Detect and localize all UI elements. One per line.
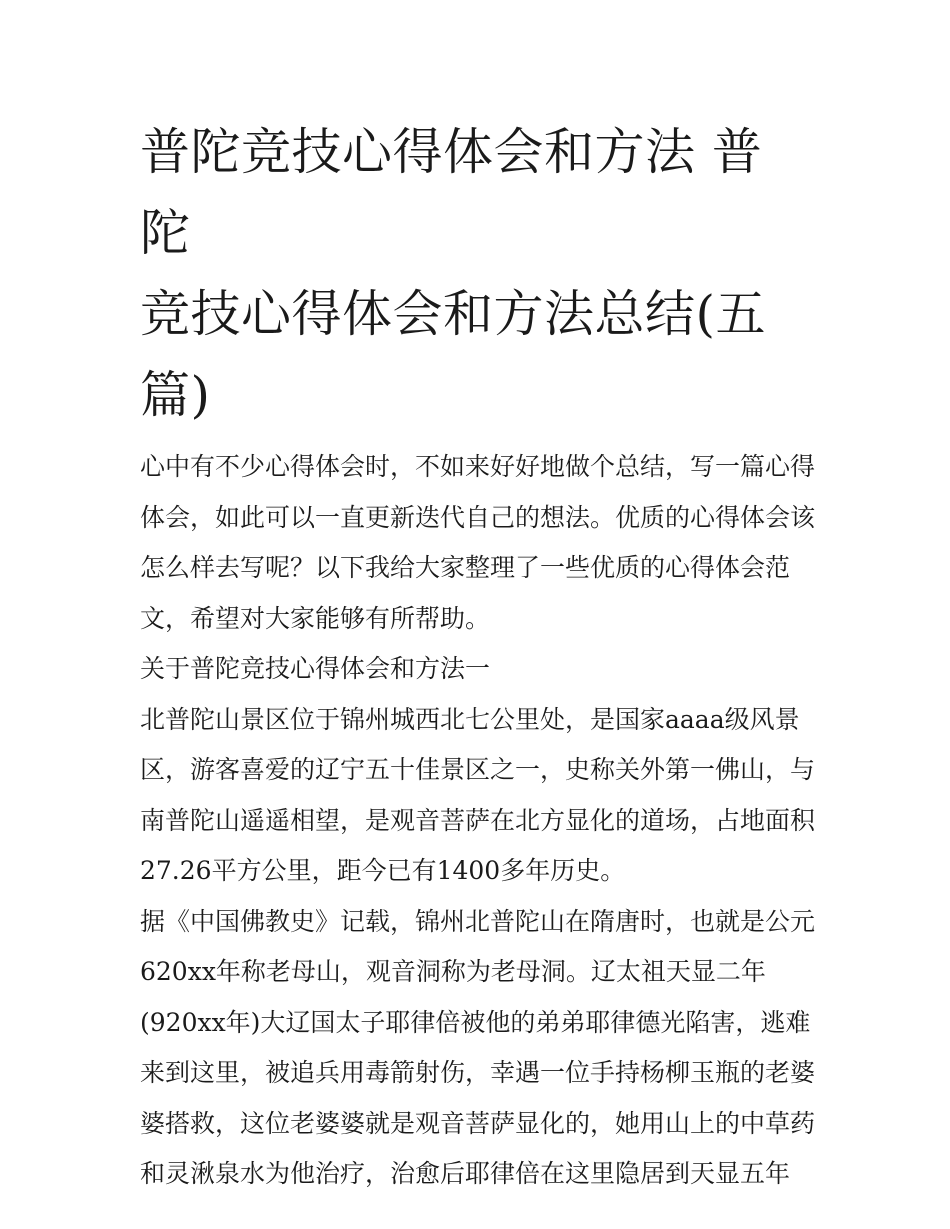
title-line: 普陀竞技心得体会和方法 普陀 xyxy=(140,123,763,262)
text-line: 620xx年称老母山，观音洞称为老母洞。辽太祖天显二年 xyxy=(140,957,766,986)
text-line: 27.26平方公里，距今已有1400多年历史。 xyxy=(140,856,626,885)
text-line: 婆搭救，这位老婆婆就是观音菩萨显化的，她用山上的中草药 xyxy=(140,1108,816,1138)
text-line: 关于普陀竞技心得体会和方法一 xyxy=(140,654,491,683)
text-line: 怎么样去写呢？以下我给大家整理了一些优质的心得体会范 xyxy=(140,553,791,582)
text-line: 体会，如此可以一直更新迭代自己的想法。优质的心得体会该 xyxy=(140,502,816,532)
document-body xyxy=(140,112,816,1200)
body-paragraph-1 xyxy=(140,695,816,897)
section-heading xyxy=(140,644,812,695)
text-line: 和灵湫泉水为他治疗，治愈后耶律倍在这里隐居到天显五年 xyxy=(140,1159,791,1188)
title-line: 竞技心得体会和方法总结(五 xyxy=(140,285,767,343)
text-line: 心中有不少心得体会时，不如来好好地做个总结，写一篇心得 xyxy=(140,452,816,481)
text-line: 来到这里，被追兵用毒箭射伤，幸遇一位手持杨柳玉瓶的老婆 xyxy=(140,1058,816,1087)
body-paragraph-2 xyxy=(140,897,816,1200)
document-title xyxy=(140,112,812,436)
title-line: 篇) xyxy=(140,366,211,424)
text-line: 南普陀山遥遥相望，是观音菩萨在北方显化的道场，占地面积 xyxy=(140,805,816,835)
text-line: 据《中国佛教史》记载，锦州北普陀山在隋唐时，也就是公元 xyxy=(140,906,816,936)
intro-paragraph xyxy=(140,442,816,644)
text-line: 区，游客喜爱的辽宁五十佳景区之一，史称关外第一佛山，与 xyxy=(140,755,816,784)
text-line: 文，希望对大家能够有所帮助。 xyxy=(140,603,491,633)
text-line: (920xx年)大辽国太子耶律倍被他的弟弟耶律德光陷害，逃难 xyxy=(140,1007,811,1037)
text-line: 北普陀山景区位于锦州城西北七公里处，是国家aaaa级风景 xyxy=(140,704,800,734)
